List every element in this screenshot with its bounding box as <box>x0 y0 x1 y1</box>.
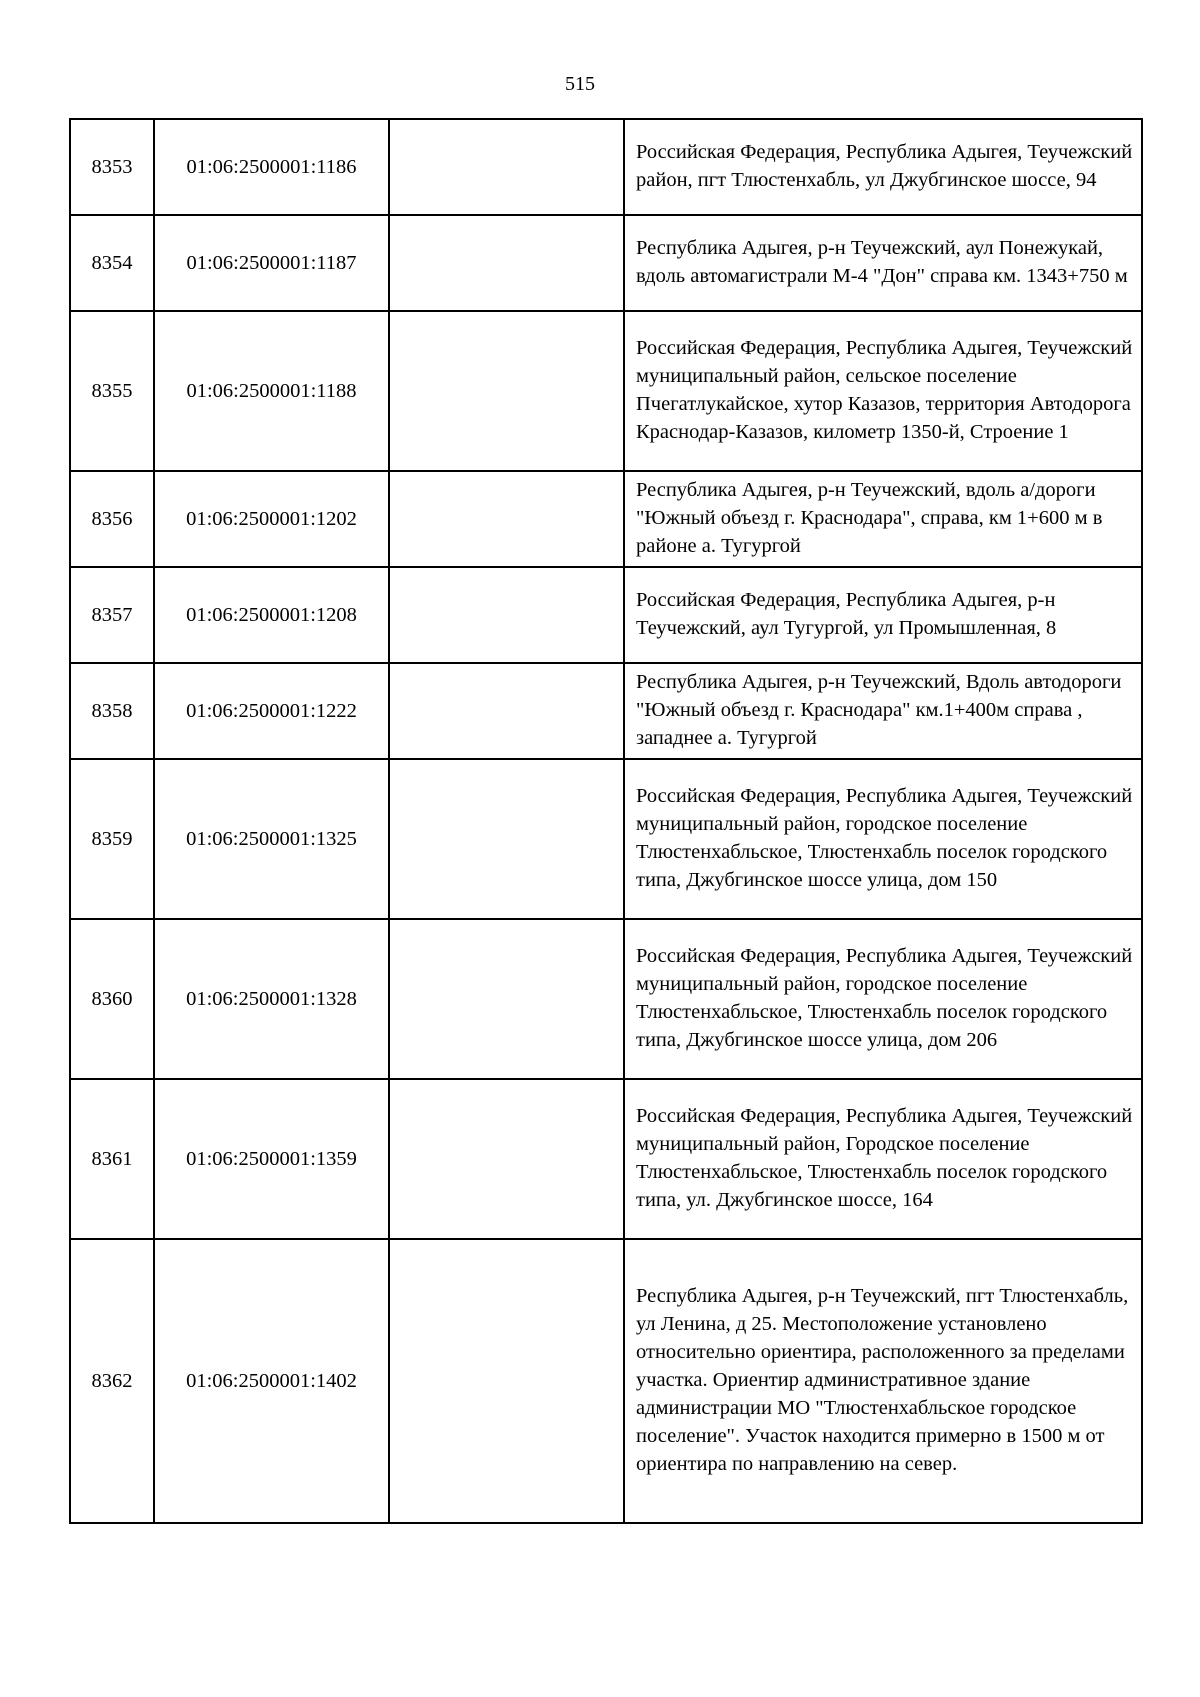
table-row <box>70 311 1142 471</box>
cadastral-number: 01:06:2500001:1222 <box>154 663 389 759</box>
page-number: 515 <box>565 73 595 95</box>
empty-cell <box>389 119 624 215</box>
empty-cell <box>389 1079 624 1239</box>
table-row <box>70 759 1142 919</box>
empty-cell <box>389 215 624 311</box>
table-row <box>70 1239 1142 1523</box>
address-cell: Российская Федерация, Республика Адыгея, Теучежский район, пгт Тлюстенхабль, ул Джубгинское шоссе, 94 <box>624 119 1142 215</box>
cadastral-number: 01:06:2500001:1359 <box>154 1079 389 1239</box>
table-row <box>70 567 1142 663</box>
address-cell: Российская Федерация, Республика Адыгея, Теучежский муниципальный район, городское поселение Тлюстенхабльское, Тлюстенхабль поселок городского типа, Джубгинское шоссе улица, дом 150 <box>624 759 1142 919</box>
table-row <box>70 919 1142 1079</box>
row-number: 8357 <box>70 567 154 663</box>
registry-table <box>69 118 1143 1524</box>
empty-cell <box>389 1239 624 1523</box>
row-number: 8358 <box>70 663 154 759</box>
cadastral-number: 01:06:2500001:1402 <box>154 1239 389 1523</box>
cadastral-number: 01:06:2500001:1325 <box>154 759 389 919</box>
table-row <box>70 1079 1142 1239</box>
address-cell: Российская Федерация, Республика Адыгея, Теучежский муниципальный район, Городское поселение Тлюстенхабльское, Тлюстенхабль поселок городского типа, ул. Джубгинское шоссе, 164 <box>624 1079 1142 1239</box>
row-number: 8360 <box>70 919 154 1079</box>
table-row <box>70 471 1142 567</box>
cadastral-number: 01:06:2500001:1187 <box>154 215 389 311</box>
address-cell: Республика Адыгея, р-н Теучежский, пгт Тлюстенхабль, ул Ленина, д 25. Местоположение установлено относительно ориентира, расположенного за пределами участка. Ориентир административное здание администрации МО "Тлюстенхабльское городское поселение". Участок находится примерно в 1500 м от ориентира по направлению на север. <box>624 1239 1142 1523</box>
empty-cell <box>389 311 624 471</box>
cadastral-number: 01:06:2500001:1188 <box>154 311 389 471</box>
empty-cell <box>389 567 624 663</box>
address-cell: Республика Адыгея, р-н Теучежский, Вдоль автодороги "Южный объезд г. Краснодара" км.1+400м справа , западнее а. Тугургой <box>624 663 1142 759</box>
address-cell: Российская Федерация, Республика Адыгея, р-н Теучежский, аул Тугургой, ул Промышленная, 8 <box>624 567 1142 663</box>
row-number: 8356 <box>70 471 154 567</box>
table-row <box>70 119 1142 215</box>
cadastral-number: 01:06:2500001:1202 <box>154 471 389 567</box>
row-number: 8362 <box>70 1239 154 1523</box>
row-number: 8354 <box>70 215 154 311</box>
row-number: 8355 <box>70 311 154 471</box>
empty-cell <box>389 759 624 919</box>
cadastral-number: 01:06:2500001:1328 <box>154 919 389 1079</box>
empty-cell <box>389 919 624 1079</box>
empty-cell <box>389 663 624 759</box>
address-cell: Российская Федерация, Республика Адыгея, Теучежский муниципальный район, сельское поселение Пчегатлукайское, хутор Казазов, территория Автодорога Краснодар-Казазов, километр 1350-й, Строение 1 <box>624 311 1142 471</box>
row-number: 8361 <box>70 1079 154 1239</box>
cadastral-number: 01:06:2500001:1186 <box>154 119 389 215</box>
table-row <box>70 215 1142 311</box>
empty-cell <box>389 471 624 567</box>
address-cell: Российская Федерация, Республика Адыгея, Теучежский муниципальный район, городское поселение Тлюстенхабльское, Тлюстенхабль поселок городского типа, Джубгинское шоссе улица, дом 206 <box>624 919 1142 1079</box>
cadastral-number: 01:06:2500001:1208 <box>154 567 389 663</box>
row-number: 8353 <box>70 119 154 215</box>
table-row <box>70 663 1142 759</box>
address-cell: Республика Адыгея, р-н Теучежский, аул Понежукай, вдоль автомагистрали М-4 "Дон" справа км. 1343+750 м <box>624 215 1142 311</box>
address-cell: Республика Адыгея, р-н Теучежский, вдоль а/дороги "Южный объезд г. Краснодара", справа, км 1+600 м в районе а. Тугургой <box>624 471 1142 567</box>
row-number: 8359 <box>70 759 154 919</box>
